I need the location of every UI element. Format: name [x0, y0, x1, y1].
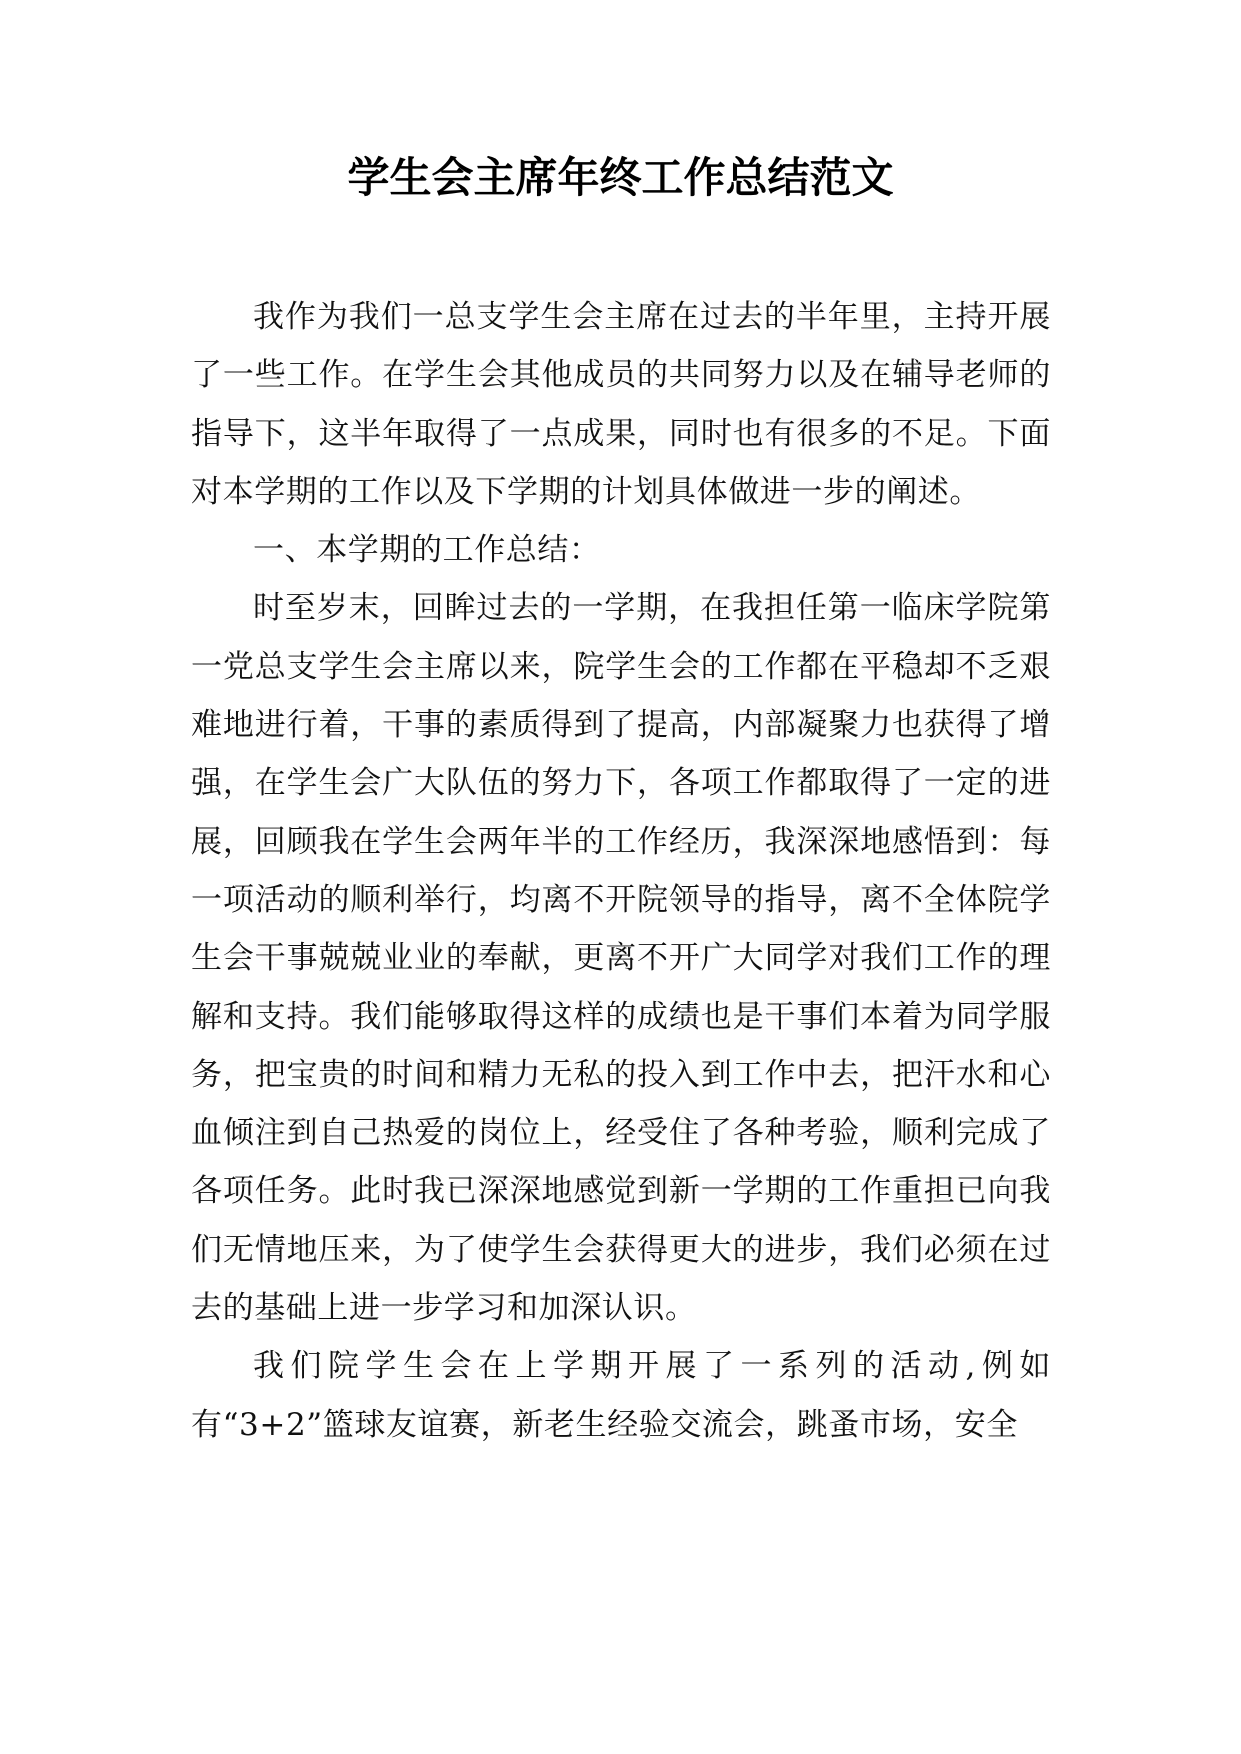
document-body	[191, 288, 1051, 1454]
paragraph-activities: 我们院学生会在上学期开展了一系列的活动,例如有“3+2”篮球友谊赛，新老生经验交流会，跳蚤市场，安全	[191, 1348, 1051, 1443]
section-heading-summary: 一、本学期的工作总结：	[253, 532, 601, 569]
paragraph-review: 时至岁末，回眸过去的一学期，在我担任第一临床学院第一党总支学生会主席以来，院学生会的工作都在平稳却不乏艰难地进行着，干事的素质得到了提高，内部凝聚力也获得了增强，在学生会广大队伍的努力下，各项工作都取得了一定的进展，回顾我在学生会两年半的工作经历，我深深地感悟到：每一项活动的顺利举行，均离不开院领导的指导，离不全体院学生会干事兢兢业业的奉献，更离不开广大同学对我们工作的理解和支持。我们能够取得这样的成绩也是干事们本着为同学服务，把宝贵的时间和精力无私的投入到工作中去，把汗水和心血倾注到自己热爱的岗位上，经受住了各种考验，顺利完成了各项任务。此时我已深深地感觉到新一学期的工作重担已向我们无情地压来，为了使学生会获得更大的进步，我们必须在过去的基础上进一步学习和加深认识。	[191, 590, 1051, 1327]
paragraph-intro: 我作为我们一总支学生会主席在过去的半年里，主持开展了一些工作。在学生会其他成员的共同努力以及在辅导老师的指导下，这半年取得了一点成果，同时也有很多的不足。下面对本学期的工作以及下学期的计划具体做进一步的阐述。	[191, 299, 1051, 510]
document-title: 学生会主席年终工作总结范文	[347, 153, 894, 202]
